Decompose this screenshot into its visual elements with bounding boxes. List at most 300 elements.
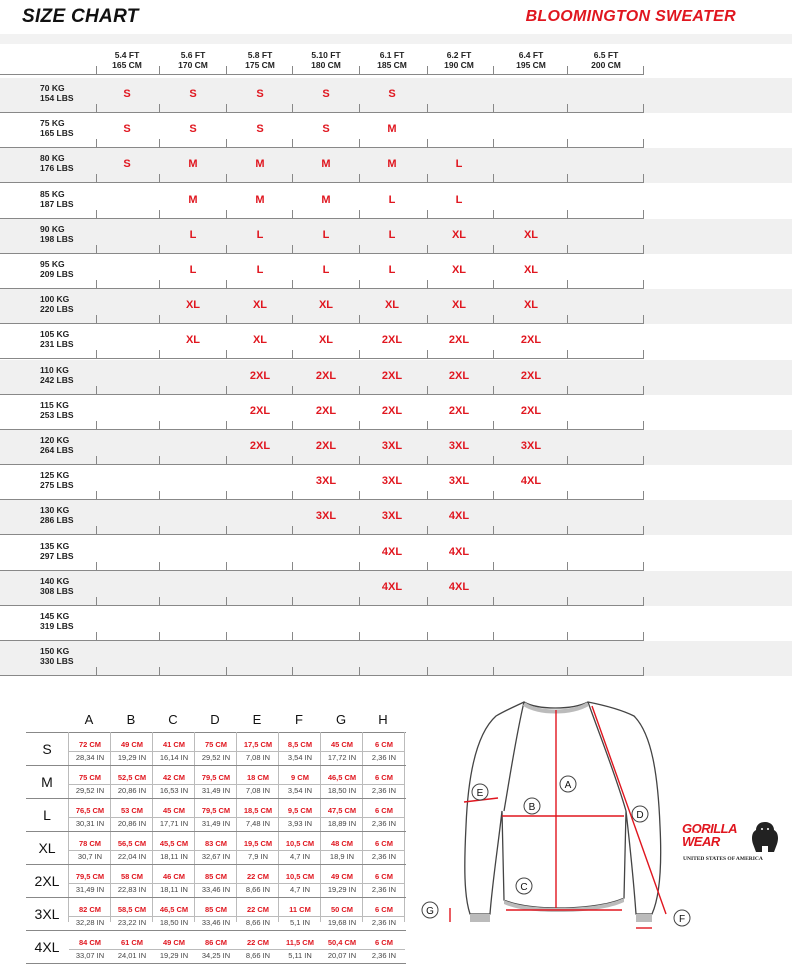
measure-in: 31,49 IN <box>69 883 111 895</box>
column-tick <box>643 315 644 324</box>
column-tick <box>159 562 160 571</box>
measure-cm: 10,5 CM <box>285 839 315 848</box>
measure-cell <box>111 937 153 961</box>
weight-kg: 115 KG <box>40 399 69 410</box>
column-tick <box>292 632 293 641</box>
measure-in: 22,83 IN <box>111 883 153 895</box>
size-cell: 3XL <box>381 510 403 523</box>
label-g: G <box>426 906 434 917</box>
measure-cm: 9 CM <box>291 773 309 782</box>
measure-cm: 6 CM <box>375 872 393 881</box>
size-cell: 3XL <box>315 510 337 523</box>
size-cell: 2XL <box>448 369 470 382</box>
weight-kg: 125 KG <box>40 470 70 481</box>
column-tick <box>567 280 568 289</box>
table-row <box>0 78 792 113</box>
weight-kg: 75 KG <box>40 118 65 129</box>
size-cell: 4XL <box>448 545 470 558</box>
table-row <box>0 606 792 641</box>
measure-cell <box>279 937 321 961</box>
measure-cm: 45 CM <box>162 806 186 815</box>
size-cell: L <box>388 228 396 241</box>
table-row <box>0 641 792 676</box>
column-tick <box>493 210 494 219</box>
measure-in: 32,28 IN <box>69 916 111 928</box>
column-tick <box>643 245 644 254</box>
size-cell: 4XL <box>448 580 470 593</box>
height-column-header <box>498 50 564 70</box>
column-tick <box>226 667 227 676</box>
measure-in: 17,72 IN <box>321 751 363 763</box>
measure-column-header: A <box>84 712 94 727</box>
measure-in: 30,31 IN <box>69 817 111 829</box>
table-row <box>0 219 792 254</box>
measure-cm: 22 CM <box>246 872 270 881</box>
size-cell: XL <box>451 264 467 276</box>
size-cell: XL <box>523 299 539 312</box>
measure-in: 29,52 IN <box>195 751 237 763</box>
column-tick <box>292 245 293 254</box>
column-tick <box>567 66 568 75</box>
measure-cell <box>279 904 321 928</box>
column-tick <box>427 491 428 500</box>
column-tick <box>96 174 97 183</box>
weight-lbs: 154 LBS <box>40 93 74 103</box>
weight-lbs: 330 LBS <box>40 656 74 667</box>
size-cell: S <box>123 88 131 100</box>
measure-cell <box>111 739 153 763</box>
measure-cell <box>321 904 363 928</box>
column-tick <box>359 456 360 465</box>
measure-cm: 79,5 CM <box>75 872 105 881</box>
weight-kg: 150 KG <box>40 646 70 657</box>
column-tick <box>493 245 494 254</box>
measure-cm: 22 CM <box>246 905 270 914</box>
column-tick <box>226 350 227 359</box>
measure-cell <box>279 772 321 796</box>
column-tick <box>226 139 227 148</box>
measure-column-header: F <box>295 712 303 727</box>
measure-cm: 84 CM <box>78 938 102 947</box>
column-tick <box>96 139 97 148</box>
weight-lbs: 209 LBS <box>40 269 74 279</box>
size-cell: 4XL <box>520 475 542 488</box>
column-tick <box>493 526 494 535</box>
column-tick <box>493 315 494 324</box>
measure-cell <box>237 772 279 796</box>
column-tick <box>292 104 293 113</box>
table-row <box>0 324 792 359</box>
column-tick <box>427 667 428 676</box>
column-tick <box>493 386 494 395</box>
table-row <box>0 465 792 500</box>
size-cell: L <box>256 264 264 276</box>
table-row <box>0 360 792 395</box>
table-row <box>0 500 792 535</box>
measure-cm: 41 CM <box>162 740 186 749</box>
measure-in: 8,66 IN <box>237 883 279 895</box>
column-tick <box>159 104 160 113</box>
logo-line1: GORILLA <box>682 821 737 836</box>
measure-cell <box>363 871 405 895</box>
size-cell: 2XL <box>315 440 337 452</box>
measure-column-header: H <box>378 712 388 727</box>
size-cell: S <box>189 123 197 136</box>
label-e: E <box>476 788 484 799</box>
column-tick <box>643 139 644 148</box>
column-tick <box>226 245 227 254</box>
column-tick <box>567 526 568 535</box>
column-tick <box>96 562 97 571</box>
size-cell: 3XL <box>381 440 403 452</box>
height-cm: 200 CM <box>591 60 621 70</box>
column-tick <box>493 421 494 430</box>
measure-cell <box>111 871 153 895</box>
measure-cm: 61 CM <box>120 938 144 947</box>
size-cell: S <box>322 123 330 136</box>
measure-in: 2,36 IN <box>363 949 405 961</box>
measure-cell <box>321 838 363 862</box>
measure-row <box>26 832 406 865</box>
measure-cm: 6 CM <box>375 839 393 848</box>
measure-cell <box>111 772 153 796</box>
table-row <box>0 113 792 148</box>
column-tick <box>643 597 644 606</box>
measure-in: 34,25 IN <box>195 949 237 961</box>
column-tick <box>493 174 494 183</box>
height-cm: 175 CM <box>245 60 275 70</box>
column-tick <box>292 350 293 359</box>
column-tick <box>643 632 644 641</box>
measure-in: 19,68 IN <box>321 916 363 928</box>
measure-in: 19,29 IN <box>153 949 195 961</box>
column-tick <box>643 350 644 359</box>
measure-cm: 45,5 CM <box>159 839 189 848</box>
measure-in: 2,36 IN <box>363 916 405 928</box>
column-tick <box>427 139 428 148</box>
measure-in: 5,1 IN <box>279 916 321 928</box>
column-tick <box>159 421 160 430</box>
measure-cell <box>237 805 279 829</box>
size-cell: S <box>123 158 131 171</box>
measure-row <box>26 733 406 766</box>
column-tick <box>226 104 227 113</box>
measure-in: 28,34 IN <box>69 751 111 763</box>
measure-cm: 75 CM <box>204 740 228 749</box>
table-row <box>0 289 792 324</box>
measure-size-label: 4XL <box>34 939 60 955</box>
measure-cell <box>111 904 153 928</box>
measure-cell <box>69 772 111 796</box>
column-tick <box>567 350 568 359</box>
size-cell: L <box>388 193 396 206</box>
size-cell: 4XL <box>448 510 470 523</box>
weight-lbs: 176 LBS <box>40 163 74 174</box>
column-tick <box>96 597 97 606</box>
size-cell: XL <box>523 264 539 276</box>
measure-in: 4,7 IN <box>279 883 321 895</box>
column-tick <box>292 491 293 500</box>
column-tick <box>292 526 293 535</box>
measure-cm: 49 CM <box>330 872 354 881</box>
size-cell: L <box>455 158 463 171</box>
column-tick <box>493 139 494 148</box>
column-tick <box>359 245 360 254</box>
measure-cell <box>363 805 405 829</box>
measure-cell <box>321 805 363 829</box>
table-row <box>0 395 792 430</box>
weight-kg: 90 KG <box>40 223 65 234</box>
size-cell: L <box>388 264 396 276</box>
measure-in: 19,29 IN <box>321 883 363 895</box>
weight-label <box>40 541 74 561</box>
column-tick <box>359 280 360 289</box>
measure-row <box>26 865 406 898</box>
column-tick <box>567 421 568 430</box>
measure-cm: 50 CM <box>330 905 354 914</box>
measure-cell <box>363 904 405 928</box>
column-tick <box>493 667 494 676</box>
weight-lbs: 198 LBS <box>40 233 74 244</box>
measure-cm: 6 CM <box>375 905 393 914</box>
column-tick <box>493 280 494 289</box>
height-column-header <box>426 50 492 70</box>
measure-in: 30,7 IN <box>69 850 111 862</box>
measure-cm: 85 CM <box>204 905 228 914</box>
column-tick <box>226 315 227 324</box>
measure-in: 4,7 IN <box>279 850 321 862</box>
measure-in: 33,07 IN <box>69 949 111 961</box>
size-cell: 2XL <box>448 404 470 417</box>
size-cell: 2XL <box>315 404 337 417</box>
weight-kg: 80 KG <box>40 153 65 164</box>
measure-row <box>26 799 406 832</box>
column-tick <box>359 139 360 148</box>
column-tick <box>493 66 494 75</box>
column-tick <box>567 562 568 571</box>
measure-in: 8,66 IN <box>237 949 279 961</box>
column-tick <box>96 66 97 75</box>
column-tick <box>567 597 568 606</box>
column-tick <box>359 667 360 676</box>
measure-cell <box>195 772 237 796</box>
measure-column-header: G <box>335 712 347 727</box>
measure-cell <box>195 739 237 763</box>
measure-cm: 18 CM <box>246 773 270 782</box>
weight-lbs: 286 LBS <box>40 515 74 526</box>
size-cell: 2XL <box>249 440 271 452</box>
size-cell: XL <box>252 299 268 312</box>
height-column-header <box>227 50 293 70</box>
column-tick <box>493 632 494 641</box>
measure-in: 31,49 IN <box>195 817 237 829</box>
measure-in: 2,36 IN <box>363 817 405 829</box>
measure-row <box>26 766 406 799</box>
column-tick <box>427 632 428 641</box>
measure-cm: 8,5 CM <box>287 740 313 749</box>
size-cell: L <box>189 228 197 241</box>
measure-cell <box>153 904 195 928</box>
measure-in: 7,9 IN <box>237 850 279 862</box>
weight-label <box>40 400 74 420</box>
weight-lbs: 264 LBS <box>40 445 74 455</box>
column-tick <box>493 597 494 606</box>
measure-cm: 78 CM <box>78 839 102 848</box>
size-cell: S <box>123 123 131 136</box>
measure-cell <box>363 838 405 862</box>
measure-cell <box>321 739 363 763</box>
height-column-header <box>573 50 639 70</box>
column-tick <box>226 421 227 430</box>
table-row <box>0 184 792 219</box>
height-ft: 6.2 FT <box>446 50 472 60</box>
column-tick <box>643 210 644 219</box>
height-column-header <box>293 50 359 70</box>
size-cell: XL <box>451 228 467 241</box>
column-tick <box>643 280 644 289</box>
column-tick <box>359 491 360 500</box>
measure-cm: 6 CM <box>375 806 393 815</box>
measure-in: 19,29 IN <box>111 751 153 763</box>
measure-in: 29,52 IN <box>69 784 111 796</box>
column-tick <box>493 350 494 359</box>
height-ft: 5.4 FT <box>114 50 140 60</box>
measure-cell <box>153 772 195 796</box>
height-ft: 6.1 FT <box>379 50 405 60</box>
size-cell: M <box>255 193 265 206</box>
measure-cm: 49 CM <box>162 938 186 947</box>
column-tick <box>643 174 644 183</box>
size-cell: 2XL <box>520 404 542 417</box>
column-tick <box>427 66 428 75</box>
column-tick <box>96 315 97 324</box>
column-tick <box>643 66 644 75</box>
measure-cell <box>153 805 195 829</box>
column-tick <box>292 315 293 324</box>
weight-lbs: 308 LBS <box>40 585 74 596</box>
measure-cell <box>195 937 237 961</box>
column-tick <box>427 421 428 430</box>
measure-in: 2,36 IN <box>363 751 405 763</box>
column-tick <box>159 245 160 254</box>
column-tick <box>226 562 227 571</box>
measure-in: 20,07 IN <box>321 949 363 961</box>
measure-cm: 6 CM <box>375 773 393 782</box>
measure-cm: 58 CM <box>120 872 144 881</box>
measure-cm: 56,5 CM <box>117 839 147 848</box>
measure-cell <box>237 904 279 928</box>
measure-cell <box>69 838 111 862</box>
measure-in: 5,11 IN <box>279 949 321 961</box>
height-ft: 5.8 FT <box>247 50 273 60</box>
weight-label <box>40 611 74 631</box>
measure-cell <box>195 838 237 862</box>
measure-column-header: B <box>126 712 136 727</box>
measure-row <box>26 898 406 931</box>
measure-cell <box>279 805 321 829</box>
size-cell: 2XL <box>381 369 403 382</box>
height-cm: 180 CM <box>311 60 341 70</box>
weight-kg: 140 KG <box>40 575 70 586</box>
column-tick <box>493 456 494 465</box>
column-tick <box>359 66 360 75</box>
measure-in: 33,46 IN <box>195 883 237 895</box>
gorilla-icon <box>750 820 780 854</box>
size-cell: 4XL <box>381 580 403 593</box>
size-cell: 2XL <box>448 334 470 347</box>
measure-in: 23,22 IN <box>111 916 153 928</box>
column-tick <box>159 456 160 465</box>
size-cell: M <box>321 193 331 206</box>
size-cell: L <box>256 228 264 241</box>
size-cell: XL <box>384 299 400 312</box>
measure-cm: 79,5 CM <box>201 773 231 782</box>
measure-size-label: XL <box>38 840 56 856</box>
measure-cell <box>195 805 237 829</box>
column-tick <box>226 456 227 465</box>
measure-in: 3,93 IN <box>279 817 321 829</box>
column-tick <box>359 562 360 571</box>
weight-lbs: 253 LBS <box>40 409 74 420</box>
weight-label <box>40 435 74 455</box>
measure-in: 20,86 IN <box>111 817 153 829</box>
measure-in: 2,36 IN <box>363 784 405 796</box>
measure-cm: 75 CM <box>78 773 102 782</box>
size-cell: XL <box>252 334 268 347</box>
column-tick <box>493 104 494 113</box>
height-ft: 6.4 FT <box>518 50 544 60</box>
column-tick <box>159 350 160 359</box>
measure-cell <box>279 871 321 895</box>
column-tick <box>567 386 568 395</box>
measure-cm: 46,5 CM <box>327 773 357 782</box>
column-tick <box>96 456 97 465</box>
column-tick <box>427 104 428 113</box>
label-c: C <box>520 882 528 893</box>
measure-cell <box>321 871 363 895</box>
measure-in: 18,11 IN <box>153 883 195 895</box>
measure-cell <box>153 838 195 862</box>
table-row <box>0 571 792 606</box>
column-tick <box>159 174 160 183</box>
brand-logo <box>682 818 782 868</box>
weight-label <box>40 470 74 490</box>
size-cell: XL <box>318 299 334 312</box>
column-tick <box>427 315 428 324</box>
size-cell: L <box>189 264 197 276</box>
measure-in: 22,04 IN <box>111 850 153 862</box>
column-tick <box>292 139 293 148</box>
size-cell: 3XL <box>448 440 470 452</box>
measure-cell <box>237 871 279 895</box>
measure-cell <box>237 739 279 763</box>
measure-in: 18,89 IN <box>321 817 363 829</box>
height-ft: 5.10 FT <box>311 50 341 60</box>
measure-cm: 72 CM <box>78 740 102 749</box>
table-row <box>0 430 792 465</box>
weight-kg: 135 KG <box>40 540 70 551</box>
column-tick <box>159 632 160 641</box>
weight-label <box>40 224 74 244</box>
measure-cm: 53 CM <box>120 806 144 815</box>
size-cell: XL <box>318 334 334 347</box>
column-tick <box>359 210 360 219</box>
size-cell: 2XL <box>249 369 271 382</box>
product-name: BLOOMINGTON SWEATER <box>525 8 736 25</box>
measure-size-label: 3XL <box>34 906 60 922</box>
weight-kg: 110 KG <box>40 364 69 375</box>
column-tick <box>359 104 360 113</box>
